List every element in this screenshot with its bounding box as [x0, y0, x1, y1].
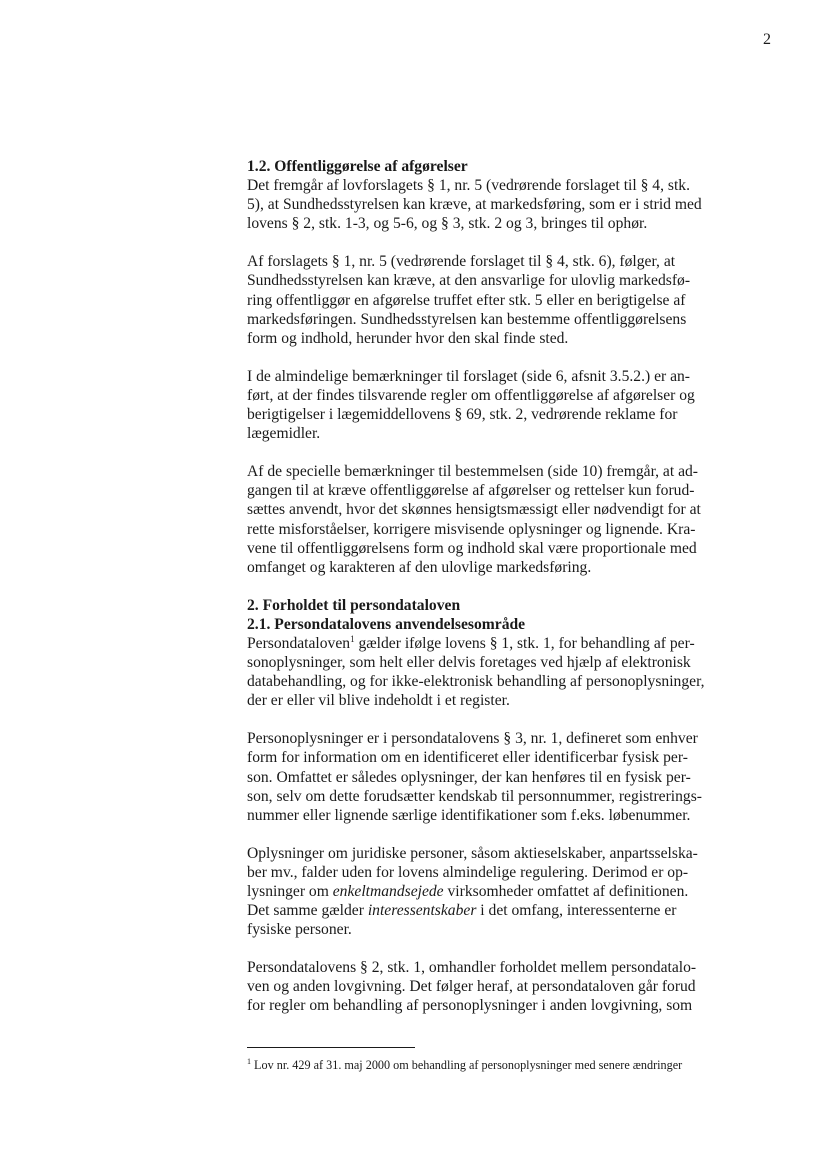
text-line: vene til offentliggørelsens form og indhold skal være proportionale med — [247, 539, 697, 557]
text-line: omfanget og karakteren af den ulovlige markedsføring. — [247, 558, 592, 576]
page-number: 2 — [763, 31, 771, 48]
text-line: ført, at der findes tilsvarende regler om offentliggørelse af afgørelser og — [247, 386, 695, 404]
text-span: Persondataloven — [247, 634, 351, 652]
text-line: berigtigelser i lægemiddellovens § 69, stk. 2, vedrørende reklame for — [247, 406, 678, 424]
text-line: son, selv om dette forudsætter kendskab til personnummer, registrerings- — [247, 787, 702, 805]
text-line: Af de specielle bemærkninger til bestemmelsen (side 10) fremgår, at ad- — [247, 463, 699, 481]
emphasis-text: interessentskaber — [367, 902, 477, 920]
text-span: Det samme gælder — [247, 902, 368, 920]
text-line: ven og anden lovgivning. Det følger heraf, at persondataloven går forud — [247, 978, 696, 996]
text-line: markedsføringen. Sundhedsstyrelsen kan bestemme offentliggørelsens — [247, 310, 687, 328]
text-span: virksomheder omfattet af definitionen. — [443, 883, 689, 900]
document-body — [247, 157, 747, 1016]
text-line: databehandling, og for ikke-elektronisk behandling af personoplysninger, — [247, 673, 705, 691]
text-line: Det fremgår af lovforslagets § 1, nr. 5 (vedrørende forslaget til § 4, stk. — [247, 177, 690, 195]
text-line — [247, 901, 747, 920]
text-line: Af forslagets § 1, nr. 5 (vedrørende forslaget til § 4, stk. 6), følger, at — [247, 253, 676, 271]
text-span: lysninger om — [247, 883, 333, 900]
text-line: form for information om en identificeret eller identificerbar fysisk per- — [247, 749, 688, 767]
text-line: lægemidler. — [247, 425, 321, 443]
text-line: Persondatalovens § 2, stk. 1, omhandler forholdet mellem persondatalo- — [247, 959, 697, 977]
text-line: nummer eller lignende særlige identifikationer som f.eks. løbenummer. — [247, 806, 691, 824]
text-line: ber mv., falder uden for lovens almindelige regulering. Derimod er op- — [247, 863, 689, 881]
footnote-reference: 1 — [350, 633, 355, 644]
section-heading-2-1: 2.1. Persondatalovens anvendelsesområde — [247, 615, 526, 633]
text-line: Personoplysninger er i persondatalovens § 3, nr. 1, defineret som enhver — [247, 730, 698, 748]
footnote-marker: 1 — [247, 1057, 251, 1066]
text-line: der er eller vil blive indeholdt i et register. — [247, 692, 510, 710]
text-line: rette misforståelser, korrigere misvisende oplysninger og lignende. Kra- — [247, 520, 696, 538]
text-line — [247, 882, 747, 901]
text-line: son. Omfattet er således oplysninger, der kan henføres til en fysisk per- — [247, 768, 691, 786]
text-span: i det omfang, interessenterne er — [476, 902, 677, 920]
section-heading-2: 2. Forholdet til persondataloven — [247, 596, 461, 614]
text-span: gælder ifølge lovens § 1, stk. 1, for behandling af per- — [354, 634, 695, 652]
footnote-text: Lov nr. 429 af 31. maj 2000 om behandling af personoplysninger med senere ændringer — [251, 1058, 683, 1072]
text-line: ring offentliggør en afgørelse truffet efter stk. 5 eller en berigtigelse af — [247, 291, 686, 309]
footnote — [247, 1057, 767, 1073]
section-heading-1-2: 1.2. Offentliggørelse af afgørelser — [247, 158, 468, 175]
text-line: sonoplysninger, som helt eller delvis foretages ved hjælp af elektronisk — [247, 654, 691, 672]
text-line: gangen til at kræve offentliggørelse af afgørelser og rettelser kun forud- — [247, 482, 695, 500]
text-line: fysiske personer. — [247, 921, 352, 939]
text-line — [247, 634, 747, 653]
text-line: for regler om behandling af personoplysninger i anden lovgivning, som — [247, 997, 693, 1015]
text-line: 5), at Sundhedsstyrelsen kan kræve, at markedsføring, som er i strid med — [247, 196, 702, 214]
text-line: I de almindelige bemærkninger til forslaget (side 6, afsnit 3.5.2.) er an- — [247, 367, 690, 385]
text-line: form og indhold, herunder hvor den skal finde sted. — [247, 329, 569, 347]
text-line: lovens § 2, stk. 1-3, og 5-6, og § 3, stk. 2 og 3, bringes til ophør. — [247, 215, 648, 233]
text-line: Sundhedsstyrelsen kan kræve, at den ansvarlige for ulovlig markedsfø- — [247, 272, 691, 290]
footnote-divider — [247, 1047, 415, 1048]
emphasis-text: enkeltmandsejede — [332, 883, 444, 900]
text-line: Oplysninger om juridiske personer, såsom aktieselskaber, anpartsselska- — [247, 844, 698, 862]
text-line: sættes anvendt, hvor det skønnes hensigtsmæssigt eller nødvendigt for at — [247, 501, 701, 519]
